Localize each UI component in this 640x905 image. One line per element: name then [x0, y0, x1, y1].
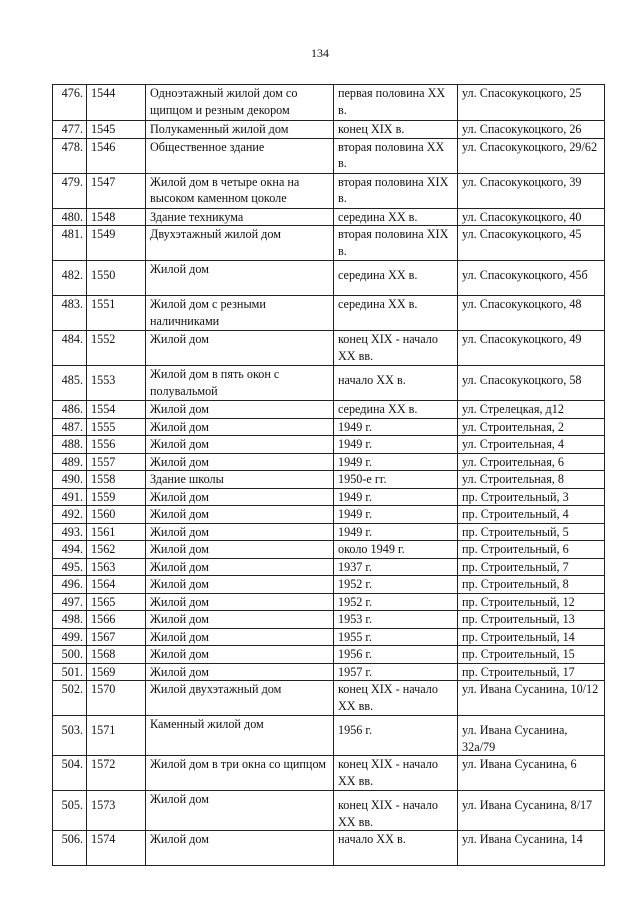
- address-cell: ул. Спасокукоцкого, 39: [458, 173, 605, 208]
- registry-number-cell: 1556: [87, 436, 146, 454]
- object-name-cell: Полукаменный жилой дом: [146, 121, 334, 139]
- object-name-cell: Жилой дом в три окна со щипцом: [146, 756, 334, 791]
- table-row: [53, 488, 605, 506]
- dating-cell: 1949 г.: [334, 506, 458, 524]
- table-row: [53, 85, 605, 121]
- object-name-cell: Жилой дом с резными наличниками: [146, 296, 334, 331]
- object-name-cell: Жилой дом: [146, 593, 334, 611]
- dating-cell: середина XX в.: [334, 208, 458, 226]
- row-number-cell: 503.: [53, 716, 87, 756]
- dating-cell: первая половина XX в.: [334, 85, 458, 121]
- address-cell: пр. Строительный, 5: [458, 523, 605, 541]
- object-name-cell: Здание школы: [146, 471, 334, 489]
- row-number-cell: 497.: [53, 593, 87, 611]
- address-cell: ул. Строительная, 6: [458, 453, 605, 471]
- row-number-cell: 477.: [53, 121, 87, 139]
- object-name-cell: Жилой дом: [146, 453, 334, 471]
- object-name-cell: Жилой дом: [146, 523, 334, 541]
- object-name-cell: Общественное здание: [146, 138, 334, 173]
- row-number-cell: 493.: [53, 523, 87, 541]
- table-row: [53, 663, 605, 681]
- object-name-cell: Жилой дом: [146, 436, 334, 454]
- dating-cell: конец XIX - начало XX вв.: [334, 756, 458, 791]
- registry-number-cell: 1554: [87, 401, 146, 419]
- registry-number-cell: 1567: [87, 628, 146, 646]
- table-row: [53, 471, 605, 489]
- page-number: 134: [311, 46, 329, 60]
- table-row: [53, 208, 605, 226]
- table-row: [53, 576, 605, 594]
- row-number-cell: 499.: [53, 628, 87, 646]
- registry-number-cell: 1548: [87, 208, 146, 226]
- table-row: [53, 716, 605, 756]
- heritage-registry-table: [52, 84, 605, 866]
- row-number-cell: 505.: [53, 791, 87, 831]
- table-row: [53, 138, 605, 173]
- dating-cell: 1949 г.: [334, 418, 458, 436]
- address-cell: ул. Спасокукоцкого, 45: [458, 226, 605, 261]
- object-name-cell: Жилой дом: [146, 646, 334, 664]
- table-row: [53, 523, 605, 541]
- dating-cell: 1957 г.: [334, 663, 458, 681]
- table-row: [53, 436, 605, 454]
- dating-cell: середина XX в.: [334, 261, 458, 296]
- address-cell: ул. Ивана Сусанина, 32а/79: [458, 716, 605, 756]
- registry-number-cell: 1565: [87, 593, 146, 611]
- table-row: [53, 831, 605, 866]
- object-name-cell: Жилой дом в пять окон с полувальмой: [146, 366, 334, 401]
- row-number-cell: 480.: [53, 208, 87, 226]
- dating-cell: 1953 г.: [334, 611, 458, 629]
- address-cell: ул. Строительная, 8: [458, 471, 605, 489]
- row-number-cell: 478.: [53, 138, 87, 173]
- table-row: [53, 401, 605, 419]
- row-number-cell: 501.: [53, 663, 87, 681]
- object-name-cell: Жилой дом: [146, 261, 334, 296]
- address-cell: пр. Строительный, 6: [458, 541, 605, 559]
- object-name-cell: Жилой дом: [146, 418, 334, 436]
- object-name-cell: Жилой дом: [146, 611, 334, 629]
- registry-number-cell: 1562: [87, 541, 146, 559]
- row-number-cell: 506.: [53, 831, 87, 866]
- dating-cell: 1955 г.: [334, 628, 458, 646]
- registry-number-cell: 1560: [87, 506, 146, 524]
- registry-number-cell: 1571: [87, 716, 146, 756]
- row-number-cell: 491.: [53, 488, 87, 506]
- object-name-cell: Жилой дом: [146, 331, 334, 366]
- table-row: [53, 681, 605, 716]
- address-cell: пр. Строительный, 14: [458, 628, 605, 646]
- registry-number-cell: 1549: [87, 226, 146, 261]
- dating-cell: конец XIX - начало XX вв.: [334, 331, 458, 366]
- registry-number-cell: 1547: [87, 173, 146, 208]
- address-cell: ул. Спасокукоцкого, 25: [458, 85, 605, 121]
- row-number-cell: 481.: [53, 226, 87, 261]
- object-name-cell: Жилой дом: [146, 663, 334, 681]
- dating-cell: 1956 г.: [334, 716, 458, 756]
- address-cell: ул. Спасокукоцкого, 48: [458, 296, 605, 331]
- row-number-cell: 489.: [53, 453, 87, 471]
- object-name-cell: Одноэтажный жилой дом со щипцом и резным декором: [146, 85, 334, 121]
- address-cell: ул. Спасокукоцкого, 26: [458, 121, 605, 139]
- table-row: [53, 506, 605, 524]
- object-name-cell: Жилой дом в четыре окна на высоком каменном цоколе: [146, 173, 334, 208]
- object-name-cell: Жилой дом: [146, 576, 334, 594]
- registry-number-cell: 1566: [87, 611, 146, 629]
- dating-cell: вторая половина XIX в.: [334, 226, 458, 261]
- registry-number-cell: 1561: [87, 523, 146, 541]
- address-cell: пр. Строительный, 3: [458, 488, 605, 506]
- dating-cell: начало XX в.: [334, 366, 458, 401]
- dating-cell: 1952 г.: [334, 576, 458, 594]
- table-row: [53, 593, 605, 611]
- table-row: [53, 261, 605, 296]
- row-number-cell: 502.: [53, 681, 87, 716]
- address-cell: ул. Спасокукоцкого, 49: [458, 331, 605, 366]
- dating-cell: середина XX в.: [334, 296, 458, 331]
- table-row: [53, 121, 605, 139]
- row-number-cell: 483.: [53, 296, 87, 331]
- address-cell: ул. Спасокукоцкого, 40: [458, 208, 605, 226]
- registry-number-cell: 1550: [87, 261, 146, 296]
- dating-cell: вторая половина XX в.: [334, 138, 458, 173]
- table-row: [53, 541, 605, 559]
- row-number-cell: 485.: [53, 366, 87, 401]
- row-number-cell: 484.: [53, 331, 87, 366]
- row-number-cell: 488.: [53, 436, 87, 454]
- registry-number-cell: 1544: [87, 85, 146, 121]
- row-number-cell: 498.: [53, 611, 87, 629]
- address-cell: пр. Строительный, 12: [458, 593, 605, 611]
- table-row: [53, 173, 605, 208]
- table-row: [53, 611, 605, 629]
- dating-cell: 1949 г.: [334, 453, 458, 471]
- dating-cell: 1950-е гг.: [334, 471, 458, 489]
- registry-number-cell: 1545: [87, 121, 146, 139]
- table-row: [53, 558, 605, 576]
- table-row: [53, 628, 605, 646]
- address-cell: ул. Строительная, 2: [458, 418, 605, 436]
- dating-cell: 1949 г.: [334, 523, 458, 541]
- table-row: [53, 418, 605, 436]
- object-name-cell: Жилой дом: [146, 831, 334, 866]
- object-name-cell: Жилой дом: [146, 506, 334, 524]
- address-cell: ул. Ивана Сусанина, 8/17: [458, 791, 605, 831]
- dating-cell: 1949 г.: [334, 436, 458, 454]
- object-name-cell: Жилой дом: [146, 558, 334, 576]
- registry-number-cell: 1569: [87, 663, 146, 681]
- registry-number-cell: 1559: [87, 488, 146, 506]
- dating-cell: около 1949 г.: [334, 541, 458, 559]
- registry-number-cell: 1568: [87, 646, 146, 664]
- address-cell: ул. Спасокукоцкого, 58: [458, 366, 605, 401]
- registry-number-cell: 1557: [87, 453, 146, 471]
- address-cell: ул. Ивана Сусанина, 14: [458, 831, 605, 866]
- dating-cell: 1956 г.: [334, 646, 458, 664]
- dating-cell: конец XIX - начало XX вв.: [334, 681, 458, 716]
- registry-number-cell: 1563: [87, 558, 146, 576]
- dating-cell: середина XX в.: [334, 401, 458, 419]
- object-name-cell: Двухэтажный жилой дом: [146, 226, 334, 261]
- registry-number-cell: 1553: [87, 366, 146, 401]
- row-number-cell: 492.: [53, 506, 87, 524]
- address-cell: пр. Строительный, 7: [458, 558, 605, 576]
- object-name-cell: Жилой дом: [146, 488, 334, 506]
- object-name-cell: Каменный жилой дом: [146, 716, 334, 756]
- registry-table-body: [53, 85, 605, 866]
- registry-number-cell: 1574: [87, 831, 146, 866]
- address-cell: ул. Ивана Сусанина, 10/12: [458, 681, 605, 716]
- row-number-cell: 500.: [53, 646, 87, 664]
- row-number-cell: 487.: [53, 418, 87, 436]
- table-row: [53, 226, 605, 261]
- dating-cell: конец XIX - начало XX вв.: [334, 791, 458, 831]
- registry-number-cell: 1551: [87, 296, 146, 331]
- registry-number-cell: 1564: [87, 576, 146, 594]
- object-name-cell: Жилой двухэтажный дом: [146, 681, 334, 716]
- registry-number-cell: 1570: [87, 681, 146, 716]
- table-row: [53, 646, 605, 664]
- address-cell: пр. Строительный, 17: [458, 663, 605, 681]
- dating-cell: 1952 г.: [334, 593, 458, 611]
- dating-cell: конец XIX в.: [334, 121, 458, 139]
- registry-number-cell: 1552: [87, 331, 146, 366]
- address-cell: пр. Строительный, 8: [458, 576, 605, 594]
- address-cell: пр. Строительный, 4: [458, 506, 605, 524]
- row-number-cell: 495.: [53, 558, 87, 576]
- dating-cell: 1937 г.: [334, 558, 458, 576]
- registry-number-cell: 1558: [87, 471, 146, 489]
- object-name-cell: Здание техникума: [146, 208, 334, 226]
- row-number-cell: 490.: [53, 471, 87, 489]
- row-number-cell: 496.: [53, 576, 87, 594]
- address-cell: пр. Строительный, 13: [458, 611, 605, 629]
- row-number-cell: 486.: [53, 401, 87, 419]
- registry-number-cell: 1573: [87, 791, 146, 831]
- object-name-cell: Жилой дом: [146, 401, 334, 419]
- table-row: [53, 453, 605, 471]
- object-name-cell: Жилой дом: [146, 541, 334, 559]
- row-number-cell: 504.: [53, 756, 87, 791]
- dating-cell: начало XX в.: [334, 831, 458, 866]
- address-cell: ул. Ивана Сусанина, 6: [458, 756, 605, 791]
- table-row: [53, 366, 605, 401]
- registry-number-cell: 1555: [87, 418, 146, 436]
- row-number-cell: 476.: [53, 85, 87, 121]
- object-name-cell: Жилой дом: [146, 628, 334, 646]
- dating-cell: 1949 г.: [334, 488, 458, 506]
- row-number-cell: 479.: [53, 173, 87, 208]
- address-cell: ул. Спасокукоцкого, 29/62: [458, 138, 605, 173]
- registry-number-cell: 1546: [87, 138, 146, 173]
- dating-cell: вторая половина XIX в.: [334, 173, 458, 208]
- registry-number-cell: 1572: [87, 756, 146, 791]
- table-row: [53, 296, 605, 331]
- row-number-cell: 494.: [53, 541, 87, 559]
- table-row: [53, 331, 605, 366]
- object-name-cell: Жилой дом: [146, 791, 334, 831]
- table-row: [53, 791, 605, 831]
- row-number-cell: 482.: [53, 261, 87, 296]
- address-cell: ул. Спасокукоцкого, 45б: [458, 261, 605, 296]
- address-cell: ул. Стрелецкая, д12: [458, 401, 605, 419]
- address-cell: ул. Строительная, 4: [458, 436, 605, 454]
- address-cell: пр. Строительный, 15: [458, 646, 605, 664]
- table-row: [53, 756, 605, 791]
